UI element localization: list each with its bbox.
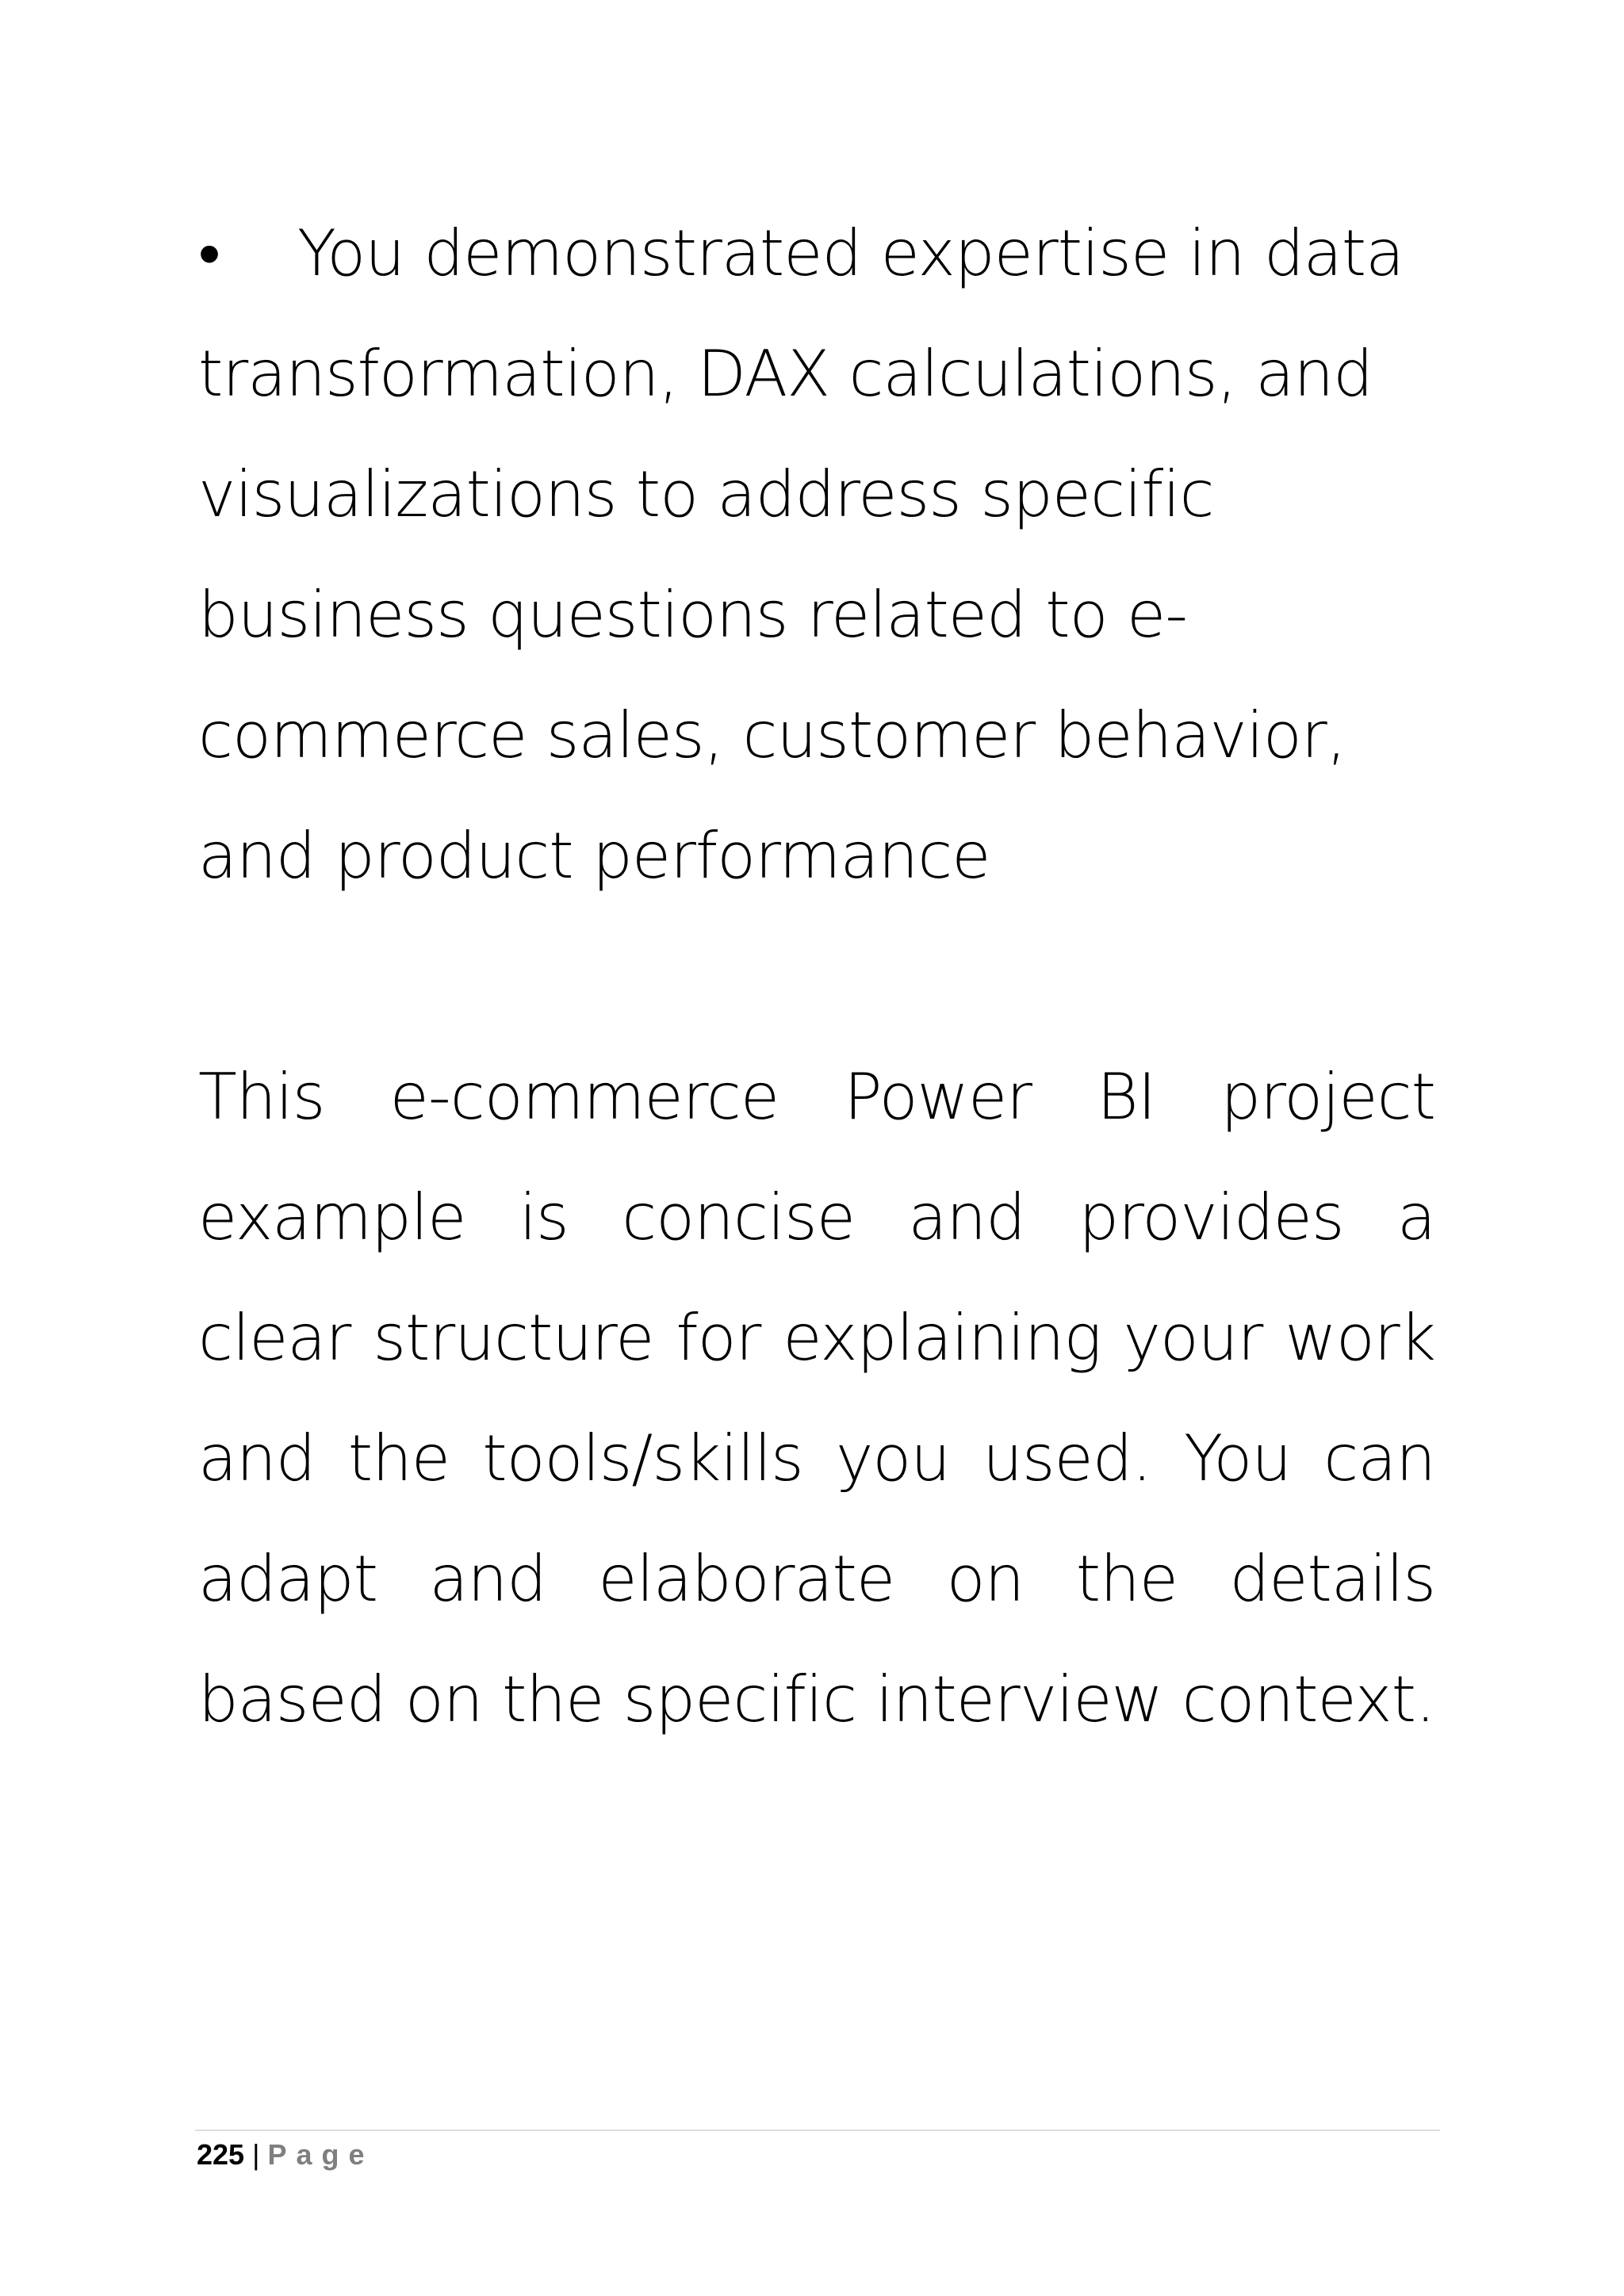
footer-divider xyxy=(195,2130,1440,2131)
page-content xyxy=(198,193,1435,1760)
bullet-marker: • xyxy=(198,216,220,290)
footer-separator: | xyxy=(252,2138,260,2171)
page-footer xyxy=(197,2136,373,2174)
body-paragraph: This e-commerce Power BI project example is concise and provides a clear structure for explaining your work and the tools/skills you used. You can adapt and elaborate on the details based on the specific interview context. xyxy=(198,1060,1435,1736)
bullet-text: You demonstrated expertise in data transformation, DAX calculations, and visualizations to address specific business questions related to e-commerce sales, customer behavior, and product performance xyxy=(198,216,1404,893)
page-label: Page xyxy=(267,2138,374,2171)
page-number: 225 xyxy=(197,2138,245,2171)
bullet-item xyxy=(198,193,1435,916)
